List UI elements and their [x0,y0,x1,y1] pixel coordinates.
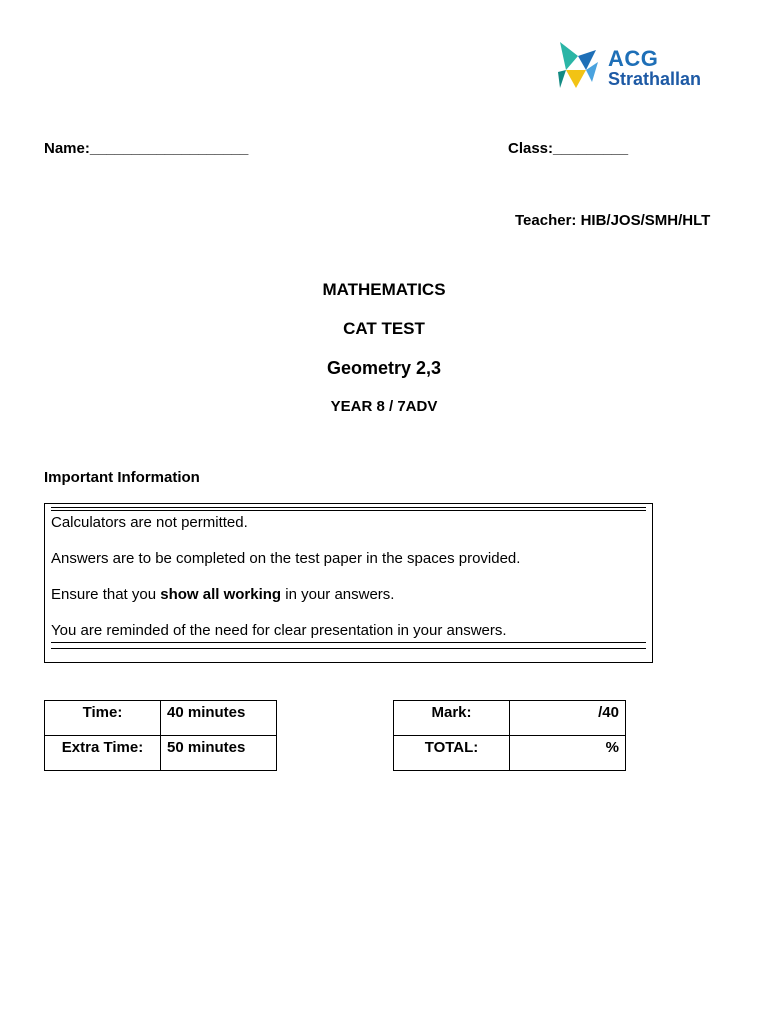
name-field[interactable]: Name:___________________ [44,140,249,157]
info-line-working [51,586,394,603]
mark-table [393,700,626,771]
top-rule-2 [51,510,646,511]
bottom-rule [51,642,646,643]
bottom-rule-2 [51,648,646,649]
school-logo [556,42,716,94]
info-line-working-post: in your answers. [281,586,395,603]
mark-value[interactable]: /40 [510,701,626,736]
total-value[interactable]: % [510,736,626,771]
table-row [394,736,626,771]
table-row [45,701,277,736]
logo-text-strathallan: Strathallan [608,69,702,89]
mark-label: Mark: [394,701,510,736]
class-field[interactable]: Class:_________ [508,140,629,157]
extra-time-value: 50 minutes [161,736,277,771]
topic-title: Geometry 2,3 [326,358,442,378]
info-heading: Important Information [44,469,200,486]
info-line-answers: Answers are to be completed on the test paper in the spaces provided. [51,550,521,567]
info-line-working-bold: show all working [160,586,282,603]
table-row [45,736,277,771]
time-label: Time: [45,701,161,736]
info-line-presentation: You are reminded of the need for clear presentation in your answers. [51,622,507,639]
test-title: CAT TEST [343,319,425,338]
subject-title: MATHEMATICS [322,280,446,299]
info-line-working-pre: Ensure that you [51,586,161,603]
info-line-calculators: Calculators are not permitted. [51,514,248,531]
total-label: TOTAL: [394,736,510,771]
table-row [394,701,626,736]
top-rule [51,507,646,508]
time-value: 40 minutes [161,701,277,736]
teacher-label: Teacher: HIB/JOS/SMH/HLT [515,212,711,229]
logo-text-acg: ACG [608,46,659,71]
logo-mark-icon [556,42,606,92]
extra-time-label: Extra Time: [45,736,161,771]
info-box [44,503,653,663]
year-title: YEAR 8 / 7ADV [330,398,438,415]
time-table [44,700,277,771]
